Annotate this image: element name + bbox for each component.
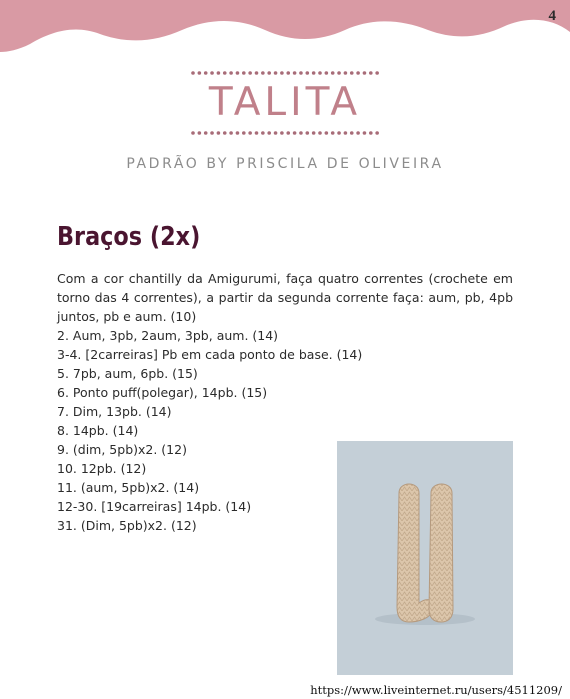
- pattern-step: 8. 14pb. (14): [57, 423, 139, 438]
- crochet-arms-photo: [337, 441, 513, 675]
- section-intro-text: Com a cor chantilly da Amigurumi, faça quatro correntes (crochete em torno das 4 correntes), a partir da segunda corrente faça: aum, pb, 4pb juntos, pb e aum. (10): [57, 271, 513, 324]
- dotted-divider-bottom: [190, 130, 380, 136]
- page-number: 4: [548, 8, 556, 24]
- pattern-step: 9. (dim, 5pb)x2. (12): [57, 442, 187, 457]
- pattern-step: 31. (Dim, 5pb)x2. (12): [57, 518, 197, 533]
- pattern-step: 10. 12pb. (12): [57, 461, 147, 476]
- pattern-title: TALITA: [208, 80, 362, 125]
- pattern-step: 12-30. [19carreiras] 14pb. (14): [57, 499, 252, 514]
- pattern-steps: [57, 326, 362, 535]
- section-heading: Braços (2x): [57, 222, 201, 252]
- pattern-step: 6. Ponto puff(polegar), 14pb. (15): [57, 385, 268, 400]
- pattern-step: 3-4. [2carreiras] Pb em cada ponto de base. (14): [57, 347, 363, 362]
- pattern-step: 5. 7pb, aum, 6pb. (15): [57, 366, 198, 381]
- pattern-step: 7. Dim, 13pb. (14): [57, 404, 172, 419]
- pattern-step: 11. (aum, 5pb)x2. (14): [57, 480, 200, 495]
- crochet-arm-right: [429, 484, 453, 622]
- header-wave-band: [0, 0, 570, 60]
- pattern-author: PADRÃO BY PRISCILA DE OLIVEIRA: [126, 156, 444, 172]
- crochet-arm-left: [397, 484, 433, 622]
- dotted-divider-top: [190, 70, 380, 76]
- pattern-step: 2. Aum, 3pb, 2aum, 3pb, aum. (14): [57, 328, 279, 343]
- watermark-url: https://www.liveinternet.ru/users/4511209/: [310, 683, 562, 697]
